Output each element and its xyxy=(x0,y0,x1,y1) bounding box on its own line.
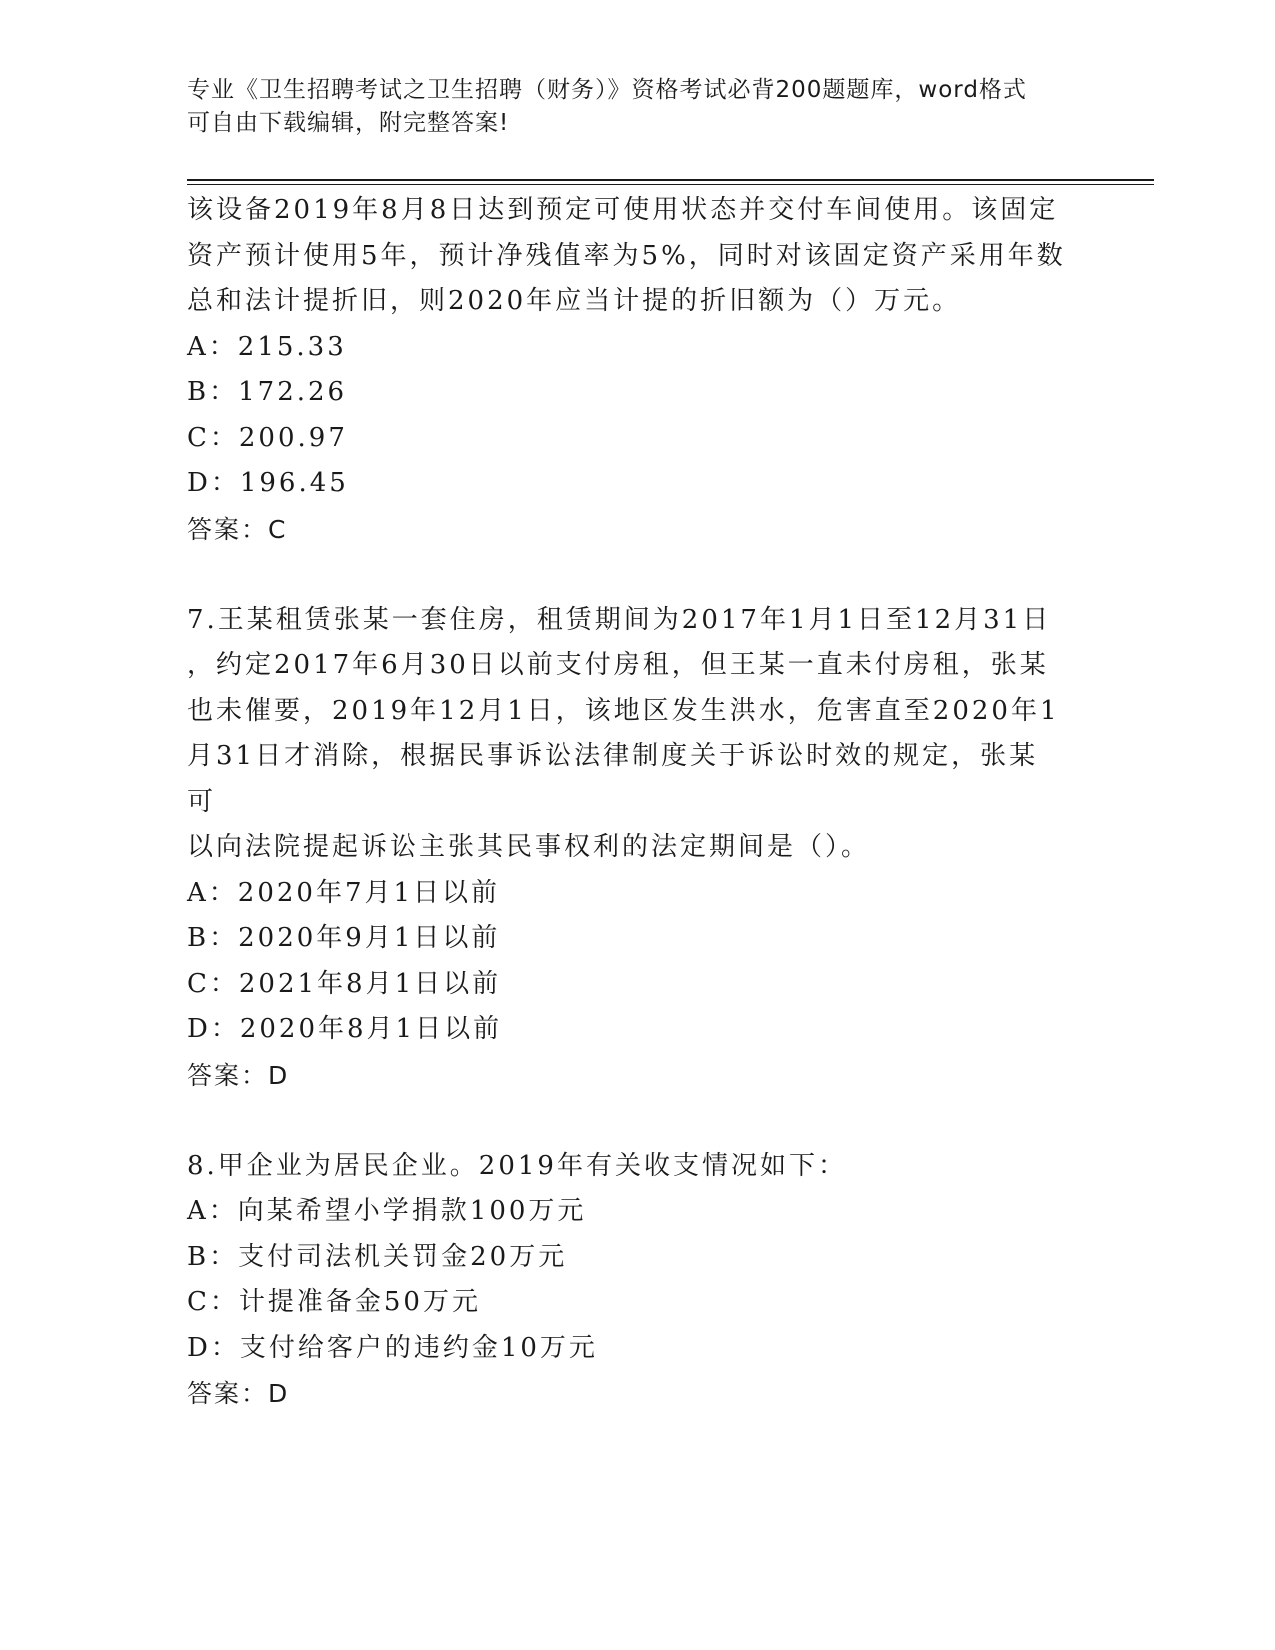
question-6-option-c: C：200.97 xyxy=(187,422,348,453)
header-line-2: 可自由下载编辑，附完整答案! xyxy=(187,110,510,136)
question-7-option-a: A：2020年7月1日以前 xyxy=(187,877,501,908)
spacer xyxy=(187,552,1067,598)
page-header xyxy=(187,74,1067,140)
question-7-answer: 答案：D xyxy=(187,1060,290,1090)
question-8 xyxy=(187,1144,1067,1417)
question-7-text-line: ，约定2017年6月30日以前支付房租，但王某一直未付房租，张某 xyxy=(187,650,1049,680)
question-7-option-d: D：2020年8月1日以前 xyxy=(187,1014,503,1044)
question-8-answer: 答案：D xyxy=(187,1379,290,1408)
question-list xyxy=(187,188,1067,1417)
question-6-text-line: 资产预计使用5年，预计净残值率为5%，同时对该固定资产采用年数 xyxy=(187,240,1066,271)
question-8-option-c: C：计提准备金50万元 xyxy=(187,1287,481,1317)
question-6-option-d: D：196.45 xyxy=(187,468,349,498)
header-divider-thick xyxy=(187,179,1154,181)
question-6-text-line: 总和法计提折旧，则2020年应当计提的折旧额为（）万元。 xyxy=(187,286,962,316)
header-line-1: 专业《卫生招聘考试之卫生招聘（财务）》资格考试必背200题题库，word格式 xyxy=(187,77,1027,103)
question-6-option-a: A：215.33 xyxy=(187,331,347,362)
question-7-text-line: 也未催要，2019年12月1日，该地区发生洪水，危害直至2020年1 xyxy=(187,695,1060,726)
question-7 xyxy=(187,598,1067,1099)
question-6-text-line: 该设备2019年8月8日达到预定可使用状态并交付车间使用。该固定 xyxy=(187,195,1059,225)
question-6-answer: 答案：C xyxy=(187,514,288,544)
header-divider-thin xyxy=(187,184,1154,185)
question-8-option-b: B：支付司法机关罚金20万元 xyxy=(187,1241,568,1272)
question-8-option-a: A：向某希望小学捐款100万元 xyxy=(187,1196,587,1226)
question-8-option-d: D：支付给客户的违约金10万元 xyxy=(187,1332,598,1363)
question-6 xyxy=(187,188,1067,552)
question-7-option-c: C：2021年8月1日以前 xyxy=(187,968,502,999)
question-7-option-b: B：2020年9月1日以前 xyxy=(187,923,501,953)
spacer xyxy=(187,1098,1067,1144)
question-7-text-line: 以向法院提起诉讼主张其民事权利的法定期间是（）。 xyxy=(187,832,871,862)
question-7-text-line: 7.王某租赁张某一套住房，租赁期间为2017年1月1日至12月31日 xyxy=(187,604,1052,635)
question-7-text-line: 月31日才消除，根据民事诉讼法律制度关于诉讼时效的规定，张某可 xyxy=(187,741,1039,817)
question-8-text-line: 8.甲企业为居民企业。2019年有关收支情况如下： xyxy=(187,1150,847,1181)
question-6-option-b: B：172.26 xyxy=(187,377,348,407)
